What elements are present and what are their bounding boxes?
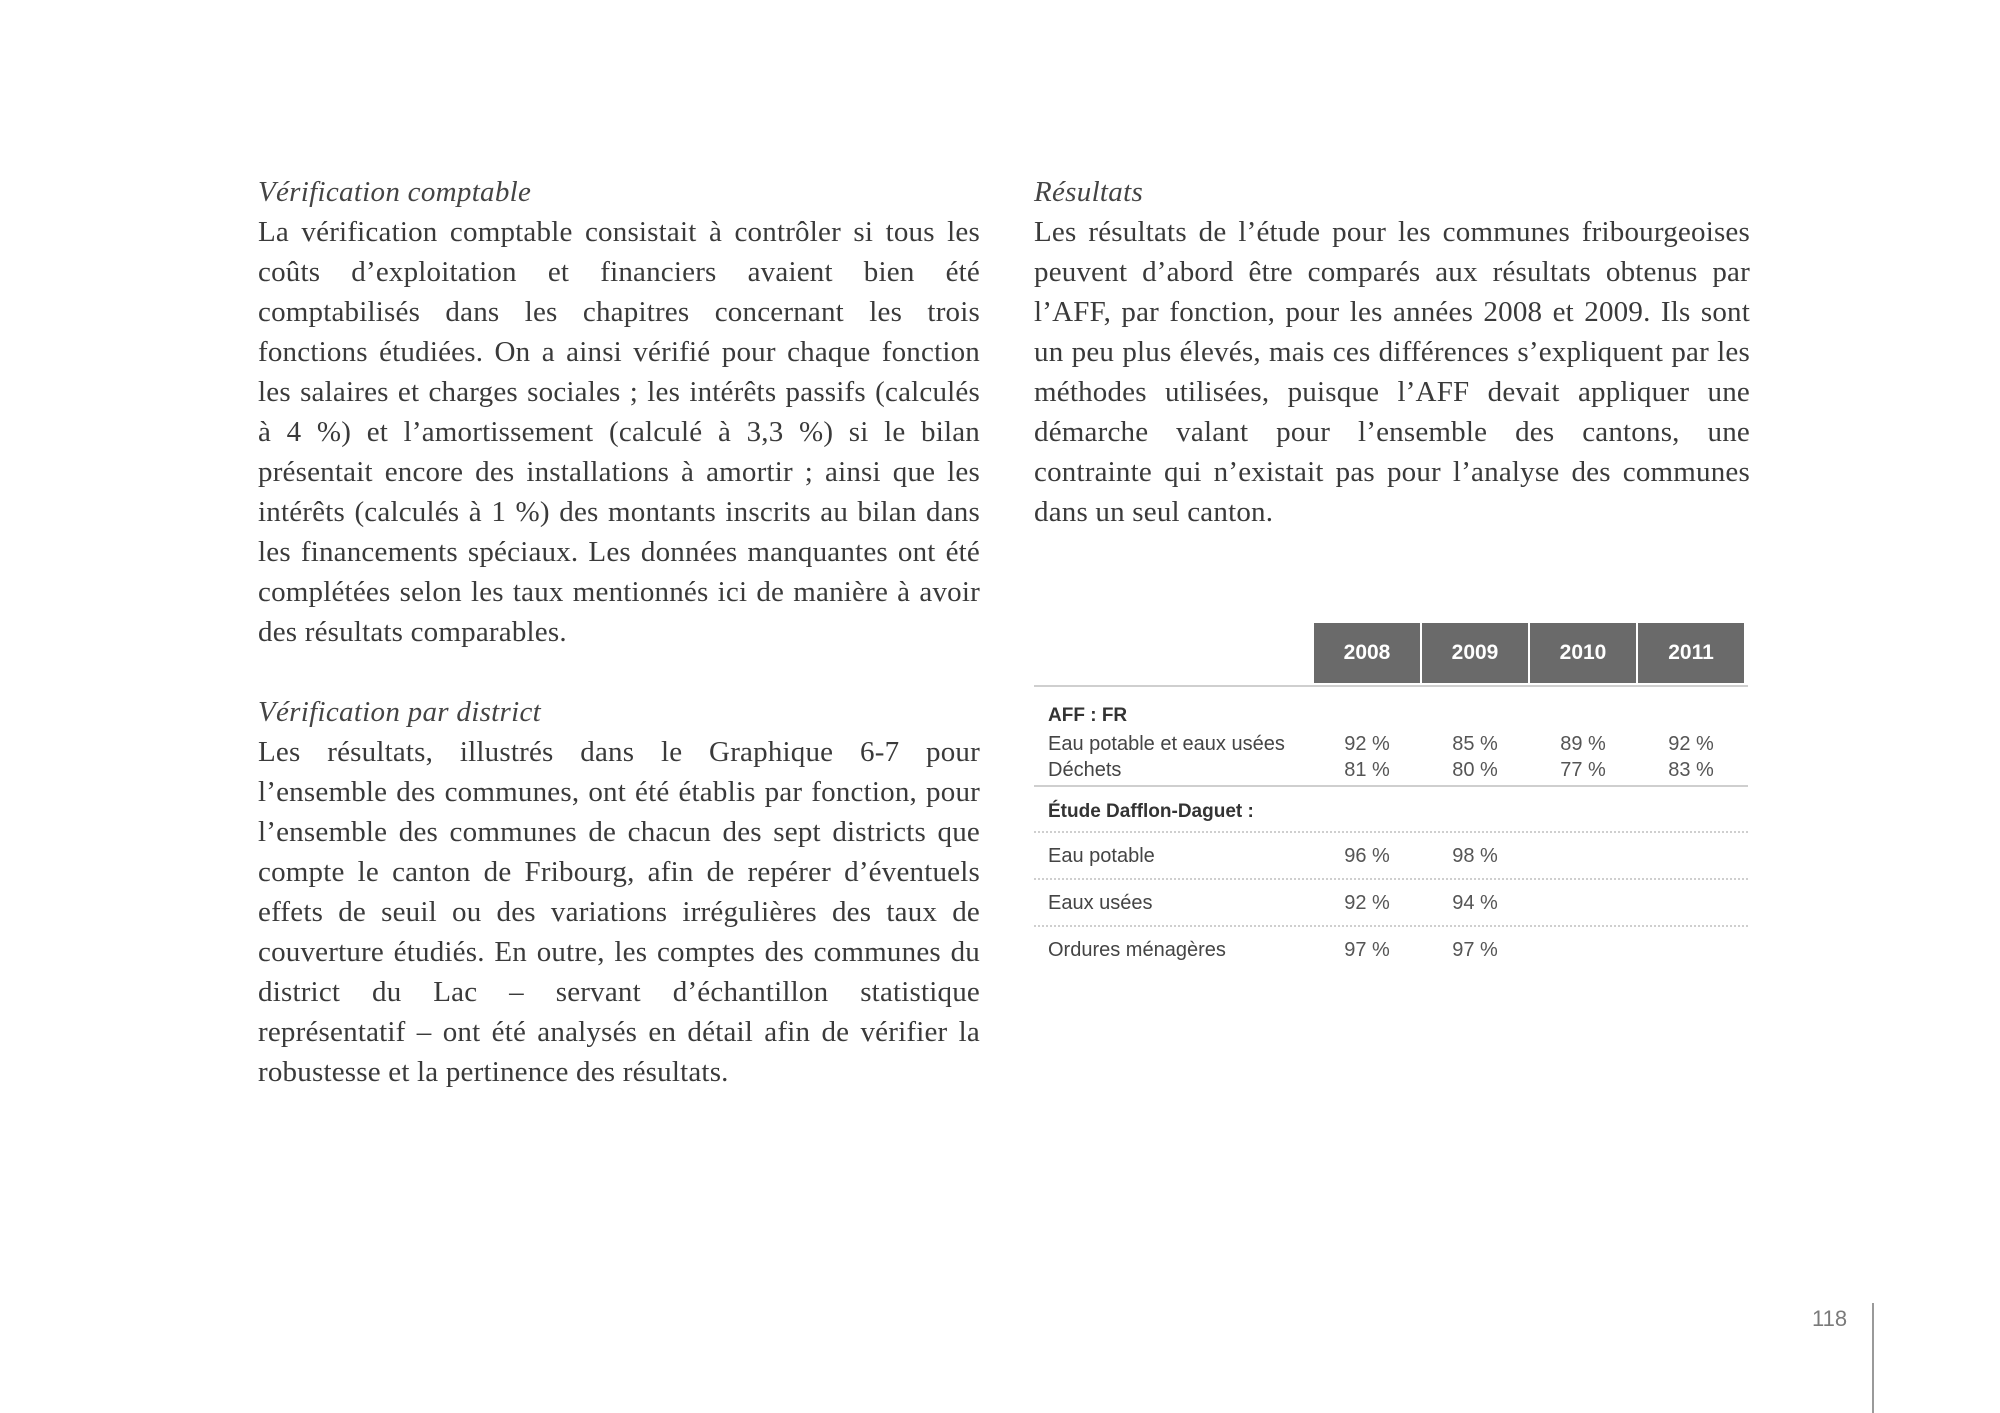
header-divider	[1034, 685, 1748, 687]
cell-value: 97 %	[1344, 939, 1390, 961]
etude-title: Étude Dafflon-Daguet :	[1048, 801, 1254, 822]
cell-value: 92 %	[1344, 733, 1390, 755]
cell-value: 81 %	[1344, 759, 1390, 781]
cell-value: 94 %	[1452, 892, 1498, 914]
paragraph-verification-comptable: La vérification comptable consistait à contrôler si tous les coûts d’exploitation et financiers avaient bien été comptabilisés dans les chapitres concernant les trois fonctions étudiées. On a ainsi vérifié pour chaque fonction les salaires et charges sociales ; les intérêts passifs (calculés à 4 %) et l’amortissement (calculé à 3,3 %) si le bilan présentait encore des installations à amortir ; ainsi que les intérêts (calculés à 1 %) des montants inscrits au bilan dans les financements spéciaux. Les données manquantes ont été complétées selon les taux mentionnés ici de manière à avoir des résultats comparables.	[258, 216, 980, 648]
row-label: Eau potable et eaux usées	[1048, 733, 1285, 755]
cell-value: 96 %	[1344, 845, 1390, 867]
right-column	[1034, 172, 1750, 532]
page-number-rule	[1872, 1303, 1874, 1413]
row-label: Eau potable	[1048, 845, 1155, 867]
aff-section	[1034, 705, 1748, 787]
table-header	[1034, 623, 1748, 681]
spacer	[258, 652, 980, 692]
table-row	[1034, 880, 1748, 927]
year-header-2008: 2008	[1314, 623, 1420, 683]
section-heading-verification-comptable: Vérification comptable	[258, 176, 532, 208]
cell-value: 77 %	[1560, 759, 1606, 781]
paragraph-resultats: Les résultats de l’étude pour les communes fribourgeoises peuvent d’abord être comparés aux résultats obtenus par l’AFF, par fonction, pour les années 2008 et 2009. Ils sont un peu plus élevés, mais ces différences s’expliquent par les méthodes utilisées, puisque l’AFF devait appliquer une démarche valant pour l’ensemble des cantons, une contrainte qui n’existait pas pour l’analyse des communes dans un seul canton.	[1034, 216, 1750, 528]
cell-value: 89 %	[1560, 733, 1606, 755]
section-heading-verification-district: Vérification par district	[258, 696, 541, 728]
table-row	[1034, 927, 1748, 972]
cell-value: 92 %	[1668, 733, 1714, 755]
results-table	[1034, 623, 1748, 972]
cell-value: 97 %	[1452, 939, 1498, 961]
year-header-2009: 2009	[1422, 623, 1528, 683]
left-column	[258, 172, 980, 1092]
year-header-2011: 2011	[1638, 623, 1744, 683]
cell-value: 80 %	[1452, 759, 1498, 781]
table-row	[1034, 733, 1748, 759]
row-label: Eaux usées	[1048, 892, 1153, 914]
table-row	[1034, 759, 1748, 785]
row-label: Déchets	[1048, 759, 1122, 781]
table-row	[1034, 833, 1748, 880]
paragraph-verification-district: Les résultats, illustrés dans le Graphique 6-7 pour l’ensemble des communes, ont été établis par fonction, pour l’ensemble des communes de chacun des sept districts que compte le canton de Fribourg, afin de repérer d’éventuels effets de seuil ou des variations irrégulières des taux de couverture étudiés. En outre, les comptes des communes du district du Lac – servant d’échantillon statistique représentatif – ont été analysés en détail afin de vérifier la robustesse et la pertinence des résultats.	[258, 736, 980, 1088]
aff-title: AFF : FR	[1048, 705, 1128, 726]
cell-value: 92 %	[1344, 892, 1390, 914]
cell-value: 85 %	[1452, 733, 1498, 755]
cell-value: 98 %	[1452, 845, 1498, 867]
section-heading-resultats: Résultats	[1034, 176, 1144, 208]
year-header-2010: 2010	[1530, 623, 1636, 683]
page-number: 118	[1812, 1306, 1848, 1331]
cell-value: 83 %	[1668, 759, 1714, 781]
row-label: Ordures ménagères	[1048, 939, 1226, 961]
etude-section-title	[1034, 787, 1748, 833]
